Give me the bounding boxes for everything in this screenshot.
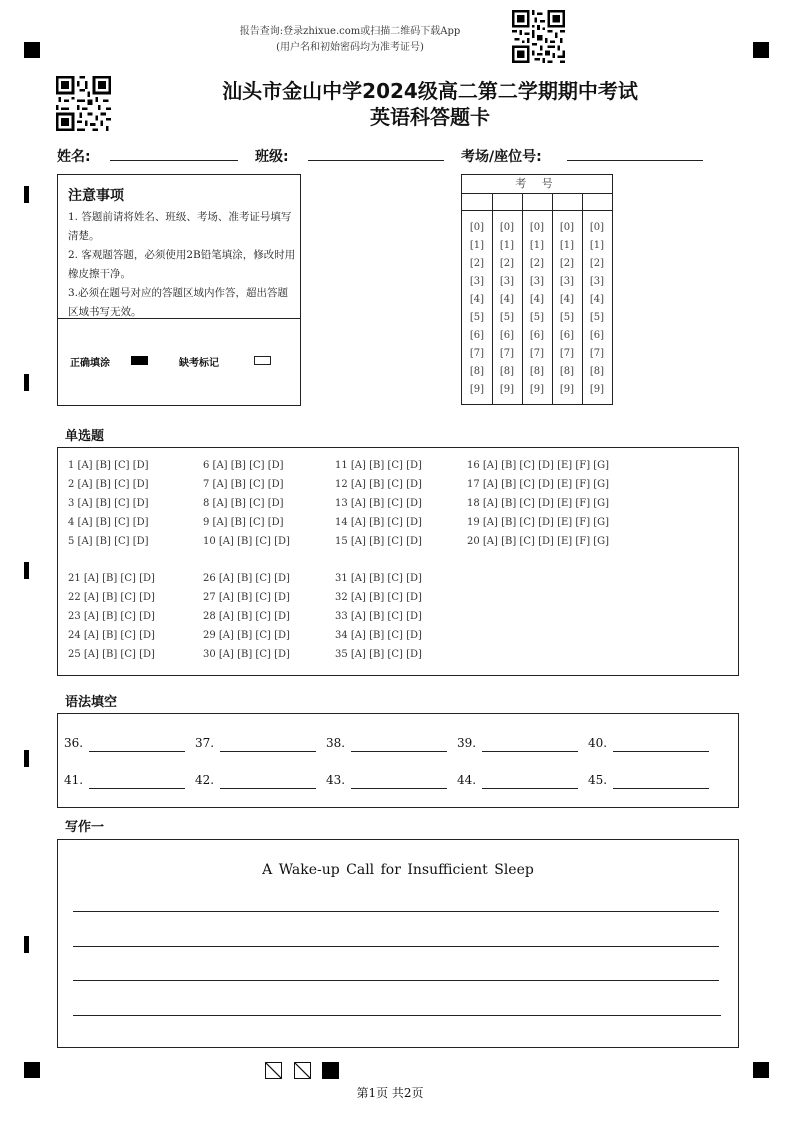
exam-digit-bubble[interactable]: [1] (589, 240, 605, 251)
writing-section-title: 写作一 (65, 820, 105, 835)
exam-digit-bubble[interactable]: [7] (499, 348, 515, 359)
exam-digit-bubble[interactable]: [7] (529, 348, 545, 359)
exam-digit-bubble[interactable]: [0] (529, 222, 545, 233)
exam-digit-bubble[interactable]: [4] (529, 294, 545, 305)
choice-question-row[interactable]: 17 [A] [B] [C] [D] [E] [F] [G] (467, 479, 610, 490)
choice-question-row[interactable]: 2 [A] [B] [C] [D] (68, 479, 149, 490)
instruction-item: 3.必须在题号对应的答题区域内作答，超出答题区域书写无效。 (68, 287, 289, 318)
blank-number: 41. (64, 773, 84, 787)
alignment-mark-bottom-left (24, 1062, 40, 1078)
choice-question-row[interactable]: 14 [A] [B] [C] [D] (335, 517, 422, 528)
choice-question-row[interactable]: 7 [A] [B] [C] [D] (203, 479, 284, 490)
choice-question-row[interactable]: 9 [A] [B] [C] [D] (203, 517, 284, 528)
exam-digit-bubble[interactable]: [4] (589, 294, 605, 305)
writing-line[interactable] (73, 946, 719, 947)
choice-question-row[interactable]: 35 [A] [B] [C] [D] (335, 649, 422, 660)
choice-question-row[interactable]: 8 [A] [B] [C] [D] (203, 498, 284, 509)
choice-question-row[interactable]: 30 [A] [B] [C] [D] (203, 649, 290, 660)
timing-mark (24, 562, 29, 579)
choice-question-row[interactable]: 21 [A] [B] [C] [D] (68, 573, 155, 584)
download-app-qr-code[interactable] (512, 10, 565, 63)
password-hint-line: (用户名和初始密码均为准考证号) (276, 42, 424, 53)
choice-question-row[interactable]: 16 [A] [B] [C] [D] [E] [F] [G] (467, 460, 610, 471)
alignment-mark-top-left (24, 42, 40, 58)
exam-digit-bubble[interactable]: [9] (469, 384, 485, 395)
page-marker-solid (322, 1062, 339, 1079)
exam-digit-bubble[interactable]: [3] (469, 276, 485, 287)
blank-number: 36. (64, 736, 84, 750)
instructions-box (57, 174, 301, 406)
report-query-line: 报告查询:登录zhixue.com或扫描二维码下载App (239, 26, 461, 37)
exam-digit-bubble[interactable]: [8] (469, 366, 485, 377)
exam-digit-bubble[interactable]: [6] (469, 330, 485, 341)
instruction-item: 1. 答题前请将姓名、班级、考场、准考证号填写清楚。 (68, 211, 292, 242)
choice-question-row[interactable]: 15 [A] [B] [C] [D] (335, 536, 422, 547)
blank-number: 40. (588, 736, 608, 750)
name-field[interactable] (110, 160, 238, 161)
choice-question-row[interactable]: 31 [A] [B] [C] [D] (335, 573, 422, 584)
choice-question-row[interactable]: 19 [A] [B] [C] [D] [E] [F] [G] (467, 517, 610, 528)
choice-question-row[interactable]: 26 [A] [B] [C] [D] (203, 573, 290, 584)
exam-digit-bubble[interactable]: [7] (469, 348, 485, 359)
writing-prompt-title: A Wake-up Call for Insufficient Sleep (262, 862, 534, 878)
answer-blank[interactable] (482, 788, 578, 789)
choice-question-row[interactable]: 1 [A] [B] [C] [D] (68, 460, 149, 471)
page-number: 第1页 共2页 (356, 1086, 424, 1100)
choice-question-row[interactable]: 4 [A] [B] [C] [D] (68, 517, 149, 528)
choice-question-row[interactable]: 33 [A] [B] [C] [D] (335, 611, 422, 622)
choice-question-row[interactable]: 6 [A] [B] [C] [D] (203, 460, 284, 471)
exam-digit-bubble[interactable]: [2] (499, 258, 515, 269)
exam-digit-bubble[interactable]: [7] (559, 348, 575, 359)
class-label: 班级: (255, 149, 289, 165)
exam-digit-bubble[interactable]: [3] (559, 276, 575, 287)
exam-digit-bubble[interactable]: [9] (529, 384, 545, 395)
correct-fill-label: 正确填涂 (70, 358, 110, 369)
writing-line[interactable] (73, 911, 719, 912)
choice-question-row[interactable]: 23 [A] [B] [C] [D] (68, 611, 155, 622)
seat-label: 考场/座位号: (461, 149, 542, 165)
exam-digit-bubble[interactable]: [6] (589, 330, 605, 341)
choice-question-row[interactable]: 10 [A] [B] [C] [D] (203, 536, 290, 547)
grammar-fill-area (57, 713, 739, 808)
exam-digit-bubble[interactable]: [2] (589, 258, 605, 269)
writing-line[interactable] (73, 1015, 721, 1016)
blank-number: 44. (457, 773, 477, 787)
exam-digit-bubble[interactable]: [2] (529, 258, 545, 269)
exam-digit-bubble[interactable]: [1] (469, 240, 485, 251)
exam-digit-bubble[interactable]: [6] (499, 330, 515, 341)
timing-mark (24, 186, 29, 203)
exam-digit-bubble[interactable]: [3] (499, 276, 515, 287)
exam-digit-bubble[interactable]: [5] (589, 312, 605, 323)
absent-mark-box[interactable] (254, 356, 271, 365)
exam-digit-bubble[interactable]: [6] (529, 330, 545, 341)
report-query-notice (200, 24, 500, 56)
alignment-mark-bottom-right (753, 1062, 769, 1078)
grammar-section-title: 语法填空 (65, 695, 118, 710)
timing-mark (24, 374, 29, 391)
writing-line[interactable] (73, 980, 719, 981)
instructions-divider (58, 318, 300, 319)
exam-digit-bubble[interactable]: [1] (529, 240, 545, 251)
correct-fill-sample (131, 356, 148, 365)
exam-digit-bubble[interactable]: [8] (529, 366, 545, 377)
exam-digit-bubble[interactable]: [3] (529, 276, 545, 287)
answer-blank[interactable] (89, 788, 185, 789)
choice-question-row[interactable]: 34 [A] [B] [C] [D] (335, 630, 422, 641)
instruction-item: 2. 客观题答题，必须使用2B铅笔填涂，修改时用橡皮擦干净。 (68, 249, 296, 280)
exam-number-write-row[interactable] (462, 194, 612, 211)
exam-digit-bubble[interactable]: [5] (529, 312, 545, 323)
exam-title (150, 78, 710, 130)
exam-number-grid (461, 174, 613, 405)
seat-field[interactable] (567, 160, 703, 161)
answer-blank[interactable] (482, 751, 578, 752)
answer-blank[interactable] (220, 788, 316, 789)
answer-blank[interactable] (613, 751, 709, 752)
choice-question-row[interactable]: 12 [A] [B] [C] [D] (335, 479, 422, 490)
blank-number: 38. (326, 736, 346, 750)
choice-question-row[interactable]: 11 [A] [B] [C] [D] (335, 460, 422, 471)
exam-digit-bubble[interactable]: [4] (559, 294, 575, 305)
choice-question-row[interactable]: 25 [A] [B] [C] [D] (68, 649, 155, 660)
choice-question-row[interactable]: 29 [A] [B] [C] [D] (203, 630, 290, 641)
exam-digit-bubble[interactable]: [7] (589, 348, 605, 359)
single-choice-area (57, 447, 739, 676)
exam-title-line-1: 汕头市金山中学2024级高二第二学期期中考试 (222, 79, 638, 103)
choice-question-row[interactable]: 20 [A] [B] [C] [D] [E] [F] [G] (467, 536, 610, 547)
choice-question-row[interactable]: 3 [A] [B] [C] [D] (68, 498, 149, 509)
instructions-body (68, 208, 296, 322)
exam-digit-bubble[interactable]: [5] (559, 312, 575, 323)
choice-question-row[interactable]: 22 [A] [B] [C] [D] (68, 592, 155, 603)
exam-digit-bubble[interactable]: [3] (589, 276, 605, 287)
blank-number: 39. (457, 736, 477, 750)
timing-mark (24, 936, 29, 953)
exam-digit-bubble[interactable]: [0] (589, 222, 605, 233)
exam-digit-bubble[interactable]: [1] (499, 240, 515, 251)
choice-question-row[interactable]: 18 [A] [B] [C] [D] [E] [F] [G] (467, 498, 610, 509)
answer-blank[interactable] (351, 788, 447, 789)
class-field[interactable] (308, 160, 444, 161)
name-label: 姓名: (57, 149, 91, 165)
choice-question-row[interactable]: 5 [A] [B] [C] [D] (68, 536, 149, 547)
blank-number: 45. (588, 773, 608, 787)
exam-number-header: 考 号 (462, 175, 612, 194)
choice-question-row[interactable]: 24 [A] [B] [C] [D] (68, 630, 155, 641)
timing-mark (24, 750, 29, 767)
choice-question-row[interactable]: 32 [A] [B] [C] [D] (335, 592, 422, 603)
answer-blank[interactable] (613, 788, 709, 789)
exam-digit-bubble[interactable]: [8] (499, 366, 515, 377)
exam-digit-bubble[interactable]: [6] (559, 330, 575, 341)
exam-digit-bubble[interactable]: [0] (469, 222, 485, 233)
exam-digit-bubble[interactable]: [5] (499, 312, 515, 323)
answer-blank[interactable] (89, 751, 185, 752)
answer-blank[interactable] (220, 751, 316, 752)
writing-area (57, 839, 739, 1048)
choice-question-row[interactable]: 28 [A] [B] [C] [D] (203, 611, 290, 622)
exam-digit-bubble[interactable]: [4] (499, 294, 515, 305)
exam-digit-bubble[interactable]: [1] (559, 240, 575, 251)
exam-digit-bubble[interactable]: [9] (559, 384, 575, 395)
exam-digit-bubble[interactable]: [0] (559, 222, 575, 233)
page-marker-slash-2 (294, 1062, 311, 1079)
instructions-title: 注意事项 (68, 188, 124, 204)
exam-digit-bubble[interactable]: [4] (469, 294, 485, 305)
exam-digit-bubble[interactable]: [5] (469, 312, 485, 323)
exam-digit-bubble[interactable]: [2] (469, 258, 485, 269)
exam-title-line-2: 英语科答题卡 (370, 105, 490, 129)
exam-digit-bubble[interactable]: [8] (559, 366, 575, 377)
blank-number: 37. (195, 736, 215, 750)
exam-digit-bubble[interactable]: [8] (589, 366, 605, 377)
choice-question-row[interactable]: 27 [A] [B] [C] [D] (203, 592, 290, 603)
choice-question-row[interactable]: 13 [A] [B] [C] [D] (335, 498, 422, 509)
page-marker-slash-1 (265, 1062, 282, 1079)
sheet-id-qr-code (56, 76, 111, 131)
single-choice-section-title: 单选题 (65, 429, 105, 444)
exam-digit-bubble[interactable]: [9] (499, 384, 515, 395)
exam-digit-bubble[interactable]: [2] (559, 258, 575, 269)
absent-mark-label: 缺考标记 (179, 358, 219, 369)
answer-blank[interactable] (351, 751, 447, 752)
alignment-mark-top-right (753, 42, 769, 58)
blank-number: 42. (195, 773, 215, 787)
blank-number: 43. (326, 773, 346, 787)
exam-digit-bubble[interactable]: [0] (499, 222, 515, 233)
exam-digit-bubble[interactable]: [9] (589, 384, 605, 395)
